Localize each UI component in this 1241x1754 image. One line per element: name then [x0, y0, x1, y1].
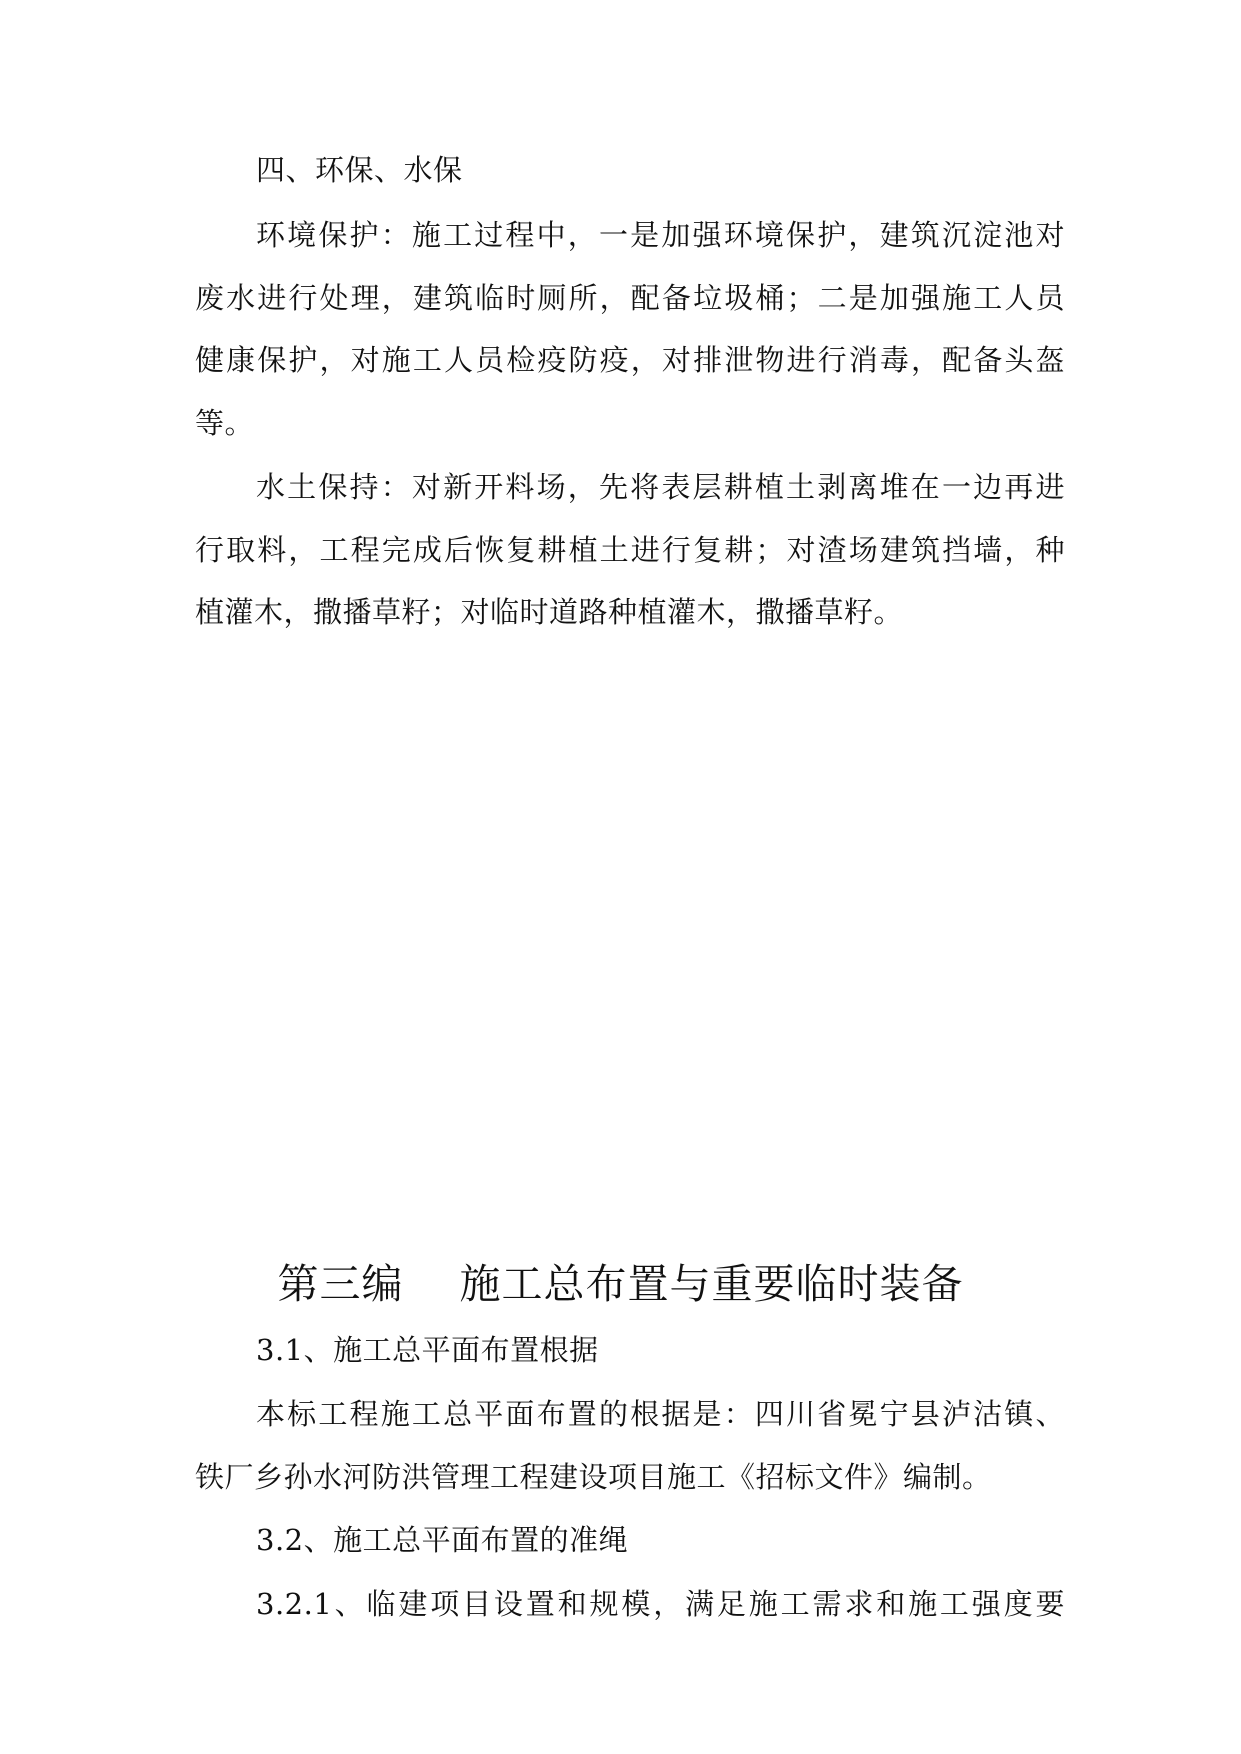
- paragraph-line: 废水进行处理，建筑临时厕所，配备垃圾桶；二是加强施工人员: [195, 281, 1065, 315]
- section-title: 3.1、施工总平面布置根据: [256, 1333, 599, 1367]
- paragraph-line: 等。: [195, 406, 255, 440]
- paragraph-line: 健康保护，对施工人员检疫防疫，对排泄物进行消毒，配备头盔: [195, 343, 1065, 377]
- paragraph-line: 环境保护：施工过程中，一是加强环境保护，建筑沉淀池对: [256, 218, 1065, 252]
- paragraph-line: 铁厂乡孙水河防洪管理工程建设项目施工《招标文件》编制。: [195, 1460, 992, 1494]
- paragraph-line: 本标工程施工总平面布置的根据是：四川省冕宁县泸沽镇、: [256, 1397, 1065, 1431]
- paragraph-line: 行取料，工程完成后恢复耕植土进行复耕；对渣场建筑挡墙，种: [195, 533, 1065, 567]
- section-title: 四、环保、水保: [256, 153, 463, 187]
- section-title: 3.2、施工总平面布置的准绳: [256, 1523, 629, 1557]
- paragraph-line: 水土保持：对新开料场，先将表层耕植土剥离堆在一边再进: [256, 470, 1065, 504]
- part-heading: 第三编 施工总布置与重要临时装备: [277, 1260, 964, 1308]
- paragraph-line: 植灌木，撒播草籽；对临时道路种植灌木，撒播草籽。: [195, 595, 904, 629]
- paragraph-line: 3.2.1、临建项目设置和规模，满足施工需求和施工强度要: [256, 1587, 1065, 1621]
